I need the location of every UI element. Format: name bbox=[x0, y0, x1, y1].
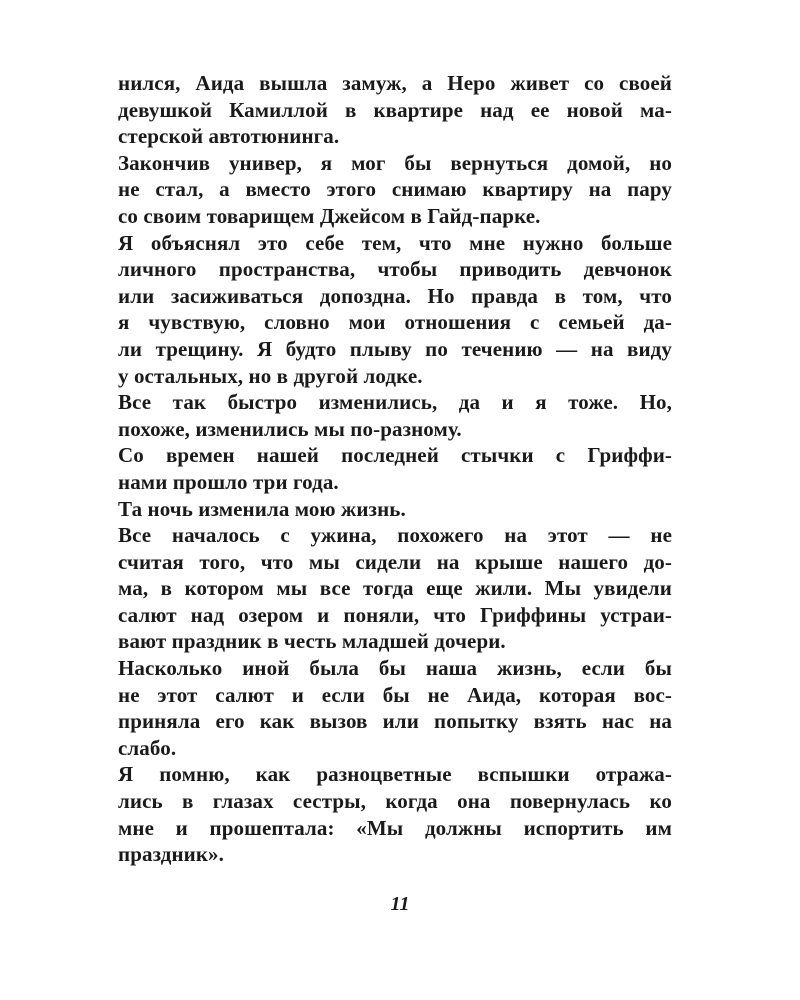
paragraph bbox=[118, 761, 672, 867]
text-line: я чувствую, словно мои отношения с семьей да- bbox=[118, 310, 672, 335]
text-line: Я помню, как разноцветные вспышки отража- bbox=[118, 762, 672, 787]
paragraph bbox=[118, 655, 672, 761]
paragraph bbox=[118, 389, 672, 442]
text-line: нился, Аида вышла замуж, а Неро живет со своей bbox=[118, 71, 672, 95]
text-line: похоже, изменились мы по-разному. bbox=[118, 416, 462, 441]
text-line: не этот салют и если бы не Аида, которая вос- bbox=[118, 682, 672, 707]
text-line: ли трещину. Я будто плыву по течению — на виду bbox=[118, 336, 672, 361]
text-line: Все так быстро изменились, да и я тоже. Но, bbox=[118, 390, 672, 415]
text-line: Та ночь изменила мою жизнь. bbox=[118, 496, 406, 521]
page-number: 11 bbox=[390, 893, 410, 915]
paragraph bbox=[118, 522, 672, 655]
text-line: Со времен нашей последней стычки с Гриффи- bbox=[118, 443, 672, 468]
text-line: личного пространства, чтобы приводить девчонок bbox=[118, 257, 672, 282]
paragraph bbox=[118, 230, 672, 390]
text-line: Я объяснял это себе тем, что мне нужно больше bbox=[118, 230, 672, 255]
text-line: нами прошло три года. bbox=[118, 469, 339, 494]
text-line: Все началось с ужина, похожего на этот — не bbox=[118, 523, 672, 548]
text-line: лись в глазах сестры, когда она повернулась ко bbox=[118, 789, 672, 814]
text-line: мне и прошептала: «Мы должны испортить им bbox=[118, 815, 672, 840]
text-line: ма, в котором мы все тогда еще жили. Мы увидели bbox=[118, 576, 672, 601]
text-line: со своим товарищем Джейсом в Гайд-парке. bbox=[118, 203, 541, 228]
paragraph bbox=[118, 150, 672, 230]
text-line: праздник». bbox=[118, 842, 225, 867]
text-line: слабо. bbox=[118, 735, 177, 760]
text-line: Насколько иной была бы наша жизнь, если бы bbox=[118, 656, 672, 681]
text-line: у остальных, но в другой лодке. bbox=[118, 363, 423, 388]
text-line: девушкой Камиллой в квартире над ее новой ма- bbox=[118, 97, 672, 122]
text-line: салют над озером и поняли, что Гриффины устраи- bbox=[118, 602, 672, 627]
text-line: приняла его как вызов или попытку взять нас на bbox=[118, 709, 672, 734]
text-line: стерской автотюнинга. bbox=[118, 124, 340, 149]
page-body bbox=[118, 70, 672, 868]
text-line: или засиживаться допоздна. Но правда в том, что bbox=[118, 283, 672, 308]
paragraph bbox=[118, 442, 672, 495]
text-line: Закончив универ, я мог бы вернуться домой, но bbox=[118, 150, 672, 175]
text-line: не стал, а вместо этого снимаю квартиру на пару bbox=[118, 177, 672, 202]
text-line: вают праздник в честь младшей дочери. bbox=[118, 629, 506, 654]
paragraph bbox=[118, 496, 672, 523]
text-line: считая того, что мы сидели на крыше нашего до- bbox=[118, 549, 672, 574]
paragraph bbox=[118, 70, 672, 150]
